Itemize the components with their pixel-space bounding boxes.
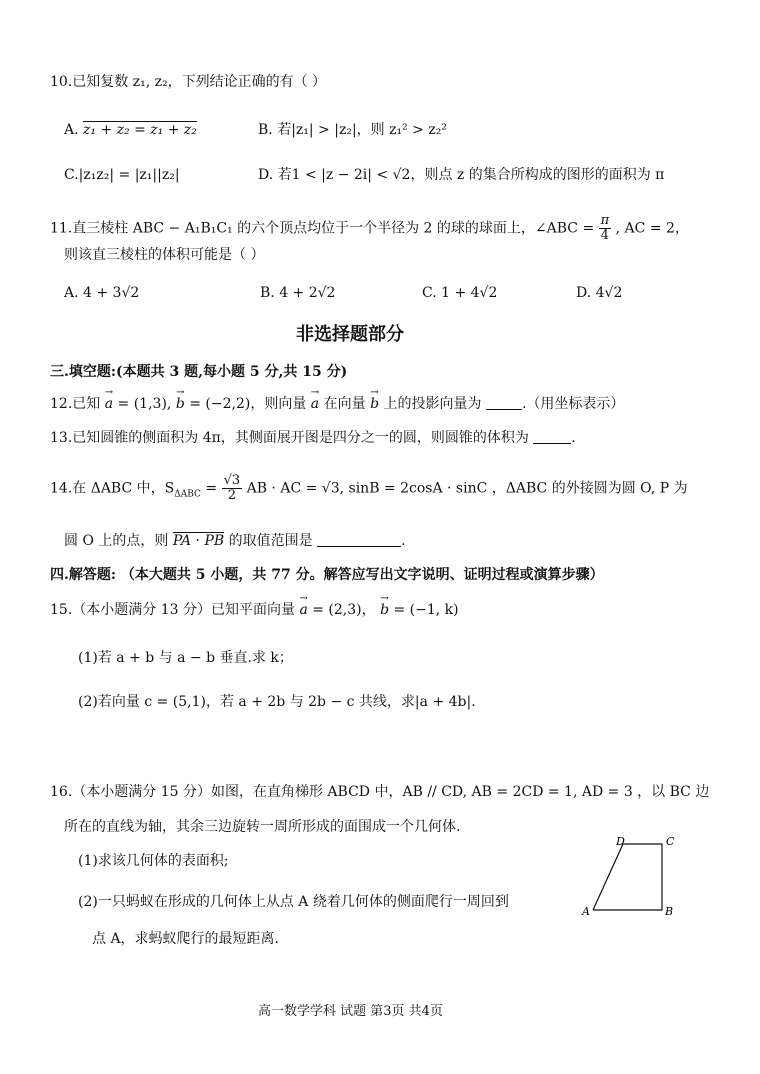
q14-fraction: $\frac{√3}{2}$ — [223, 473, 241, 503]
q10-option-b: B. 若|z₁| > |z₂|，则 z₁² > z₂² — [258, 122, 447, 138]
page-footer: 高一数学学科 试题 第3页 共4页 — [258, 1004, 443, 1019]
q10-option-a: A. z₁ + z₂ = z₁ + z₂ — [64, 122, 197, 138]
answer-blank — [533, 443, 571, 444]
q11-stem: 11.直三棱柱 ABC − A₁B₁C₁ 的六个顶点均位于一个半径为 2 的球的球面上，∠ABC = $\frac{\pi}{4}$ , AC = 2， — [50, 213, 689, 243]
q15-stem: 15.（本小题满分 13 分）已知平面向量 → a = (2,3)， → b = (−1, k) — [50, 600, 459, 620]
vertex-label-a: A — [582, 905, 590, 918]
vector-a: → a — [299, 600, 307, 620]
q11-option-b: B. 4 + 2√2 — [260, 285, 336, 301]
q11-option-c: C. 1 + 4√2 — [422, 285, 498, 301]
q14-line-1: 14.在 ΔABC 中，$S_{\Delta ABC}$ = $\frac{√3}{2}$ AB · AC = √3, sinB = 2cosA · sinC ，ΔABC 的外接圆为圆 O, P 为 — [50, 473, 688, 503]
vector-a: → a — [311, 394, 319, 414]
q12: 12.已知 → a = (1,3), → b = (−2,2)，则向量 → a 在向量 → b 上的投影向量为 .（用坐标表示） — [50, 394, 624, 414]
vector-a: → a — [105, 394, 113, 414]
trapezoid-figure — [578, 832, 688, 922]
q11-option-d: D. 4√2 — [576, 285, 623, 301]
answer-blank — [317, 546, 401, 547]
q15-part-1: (1)若 a + b 与 a − b 垂直.求 k； — [78, 650, 293, 666]
q11-stem-2: 则该直三棱柱的体积可能是（ ） — [64, 247, 265, 263]
section-3-heading: 三.填空题:(本题共 3 题,每小题 5 分,共 15 分) — [50, 364, 348, 380]
answer-blank — [486, 409, 522, 410]
q16-stem-1: 16.（本小题满分 15 分）如图，在直角梯形 ABCD 中，AB // CD, AB = 2CD = 1, AD = 3 ，以 BC 边 — [50, 784, 710, 800]
q16-part-2a: (2)一只蚂蚁在形成的几何体上从点 A 绕着几何体的侧面爬行一周回到 — [78, 894, 509, 910]
vertex-label-c: C — [666, 835, 675, 848]
q14-line-2: 圆 O 上的点，则 PA · PB 的取值范围是 . — [64, 533, 406, 549]
q10-stem: 10.已知复数 z₁, z₂，下列结论正确的有（ ） — [50, 74, 327, 90]
q10-option-a-math: z₁ + z₂ = z₁ + z₂ — [83, 122, 197, 138]
vertex-label-d: D — [616, 835, 625, 848]
vector-b: → b — [176, 394, 185, 414]
q15-part-2: (2)若向量 c = (5,1)，若 a + 2b 与 2b − c 共线，求|a + 4b|. — [78, 694, 476, 710]
trapezoid-shape — [593, 844, 662, 910]
q13: 13.已知圆锥的侧面积为 4π，其侧面展开图是四分之一的圆，则圆锥的体积为 . — [50, 430, 576, 446]
section-4-heading: 四.解答题: （本大题共 5 小题，共 77 分。解答应写出文字说明、证明过程或演算步骤） — [50, 567, 604, 583]
section-title-nonchoice: 非选择题部分 — [296, 324, 404, 345]
vector-b: → b — [380, 600, 389, 620]
q10-option-d: D. 若1 < |z − 2i| < √2，则点 z 的集合所构成的图形的面积为 π — [258, 167, 665, 183]
q11-angle-fraction: $\frac{\pi}{4}$ — [600, 213, 610, 243]
q16-part-1: (1)求该几何体的表面积; — [78, 853, 229, 869]
vector-b: → b — [370, 394, 379, 414]
vertex-label-b: B — [665, 905, 674, 918]
q16-part-2b: 点 A，求蚂蚁爬行的最短距离. — [92, 931, 280, 947]
q10-option-c: C.|z₁z₂| = |z₁||z₂| — [64, 167, 180, 183]
q16-stem-2: 所在的直线为轴，其余三边旋转一周所形成的面围成一个几何体. — [64, 819, 461, 835]
q11-option-a: A. 4 + 3√2 — [64, 285, 140, 301]
